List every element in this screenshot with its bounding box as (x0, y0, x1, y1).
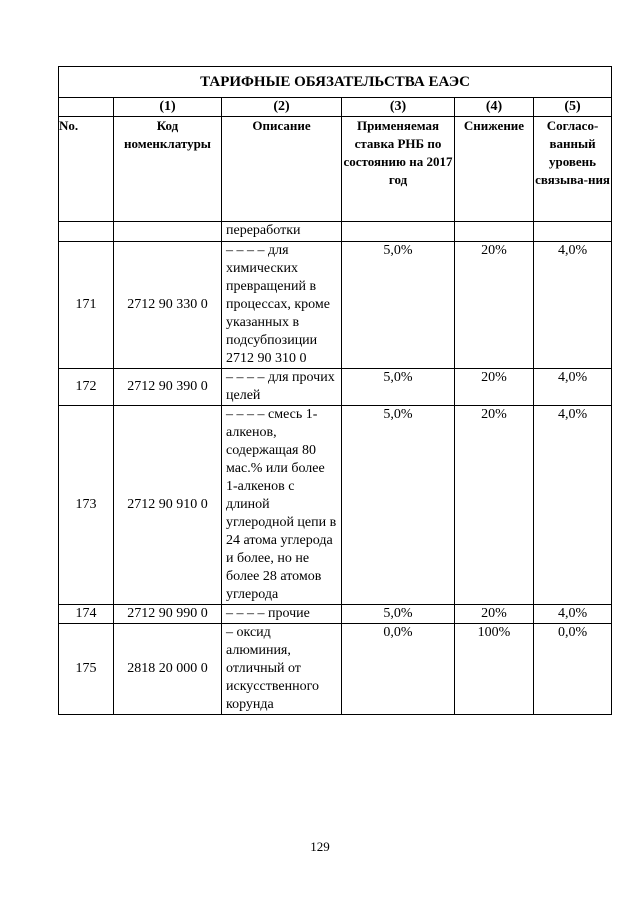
row-code: 2712 90 330 0 (114, 242, 222, 369)
row-description: – – – – смесь 1-алкенов, содержащая 80 мас.% или более 1-алкенов с длиной углеродной цепи в 24 атома углерода и более, но не более 28 атомов углерода (222, 406, 342, 605)
row-description: – – – – прочие (222, 605, 342, 624)
row-code: 2818 20 000 0 (114, 624, 222, 715)
colnum-5: (5) (534, 98, 612, 117)
row-rate: 0,0% (342, 624, 455, 715)
header-applied-rate: Применяемая ставка РНБ по состоянию на 2017 год (342, 117, 455, 222)
row-rate: 5,0% (342, 605, 455, 624)
row-no: 171 (59, 242, 114, 369)
table-row (59, 624, 612, 715)
row-reduction: 20% (455, 406, 534, 605)
row-bound: 4,0% (534, 369, 612, 406)
table-row (59, 242, 612, 369)
cont-code (114, 222, 222, 242)
table-row (59, 369, 612, 406)
cont-no (59, 222, 114, 242)
row-rate: 5,0% (342, 242, 455, 369)
header-no: No. (59, 117, 114, 222)
table-row (59, 406, 612, 605)
row-reduction: 20% (455, 242, 534, 369)
continuation-description: переработки (222, 222, 342, 242)
row-description: – оксид алюминия, отличный от искусственного корунда (222, 624, 342, 715)
row-reduction: 100% (455, 624, 534, 715)
tariff-table (58, 66, 612, 715)
header-description: Описание (222, 117, 342, 222)
cont-bound (534, 222, 612, 242)
row-no: 173 (59, 406, 114, 605)
row-no: 172 (59, 369, 114, 406)
row-bound: 4,0% (534, 406, 612, 605)
colnum-4: (4) (455, 98, 534, 117)
header-bound-level: Согласо-ванный уровень связыва-ния (534, 117, 612, 222)
row-code: 2712 90 910 0 (114, 406, 222, 605)
row-bound: 4,0% (534, 605, 612, 624)
row-bound: 4,0% (534, 242, 612, 369)
colnum-1: (1) (114, 98, 222, 117)
row-description: – – – – для прочих целей (222, 369, 342, 406)
row-description: – – – – для химических превращений в процессах, кроме указанных в подсубпозиции 2712 90 310 0 (222, 242, 342, 369)
cont-reduction (455, 222, 534, 242)
row-rate: 5,0% (342, 369, 455, 406)
header-code: Код номенклатуры (114, 117, 222, 222)
header-reduction: Снижение (455, 117, 534, 222)
table-title: ТАРИФНЫЕ ОБЯЗАТЕЛЬСТВА ЕАЭС (59, 67, 612, 98)
row-reduction: 20% (455, 369, 534, 406)
table-row (59, 605, 612, 624)
page-number: 129 (310, 839, 330, 854)
colnum-2: (2) (222, 98, 342, 117)
row-no: 174 (59, 605, 114, 624)
row-code: 2712 90 990 0 (114, 605, 222, 624)
row-code: 2712 90 390 0 (114, 369, 222, 406)
row-rate: 5,0% (342, 406, 455, 605)
row-reduction: 20% (455, 605, 534, 624)
row-bound: 0,0% (534, 624, 612, 715)
row-no: 175 (59, 624, 114, 715)
cont-rate (342, 222, 455, 242)
colnum-3: (3) (342, 98, 455, 117)
colnum-blank (59, 98, 114, 117)
